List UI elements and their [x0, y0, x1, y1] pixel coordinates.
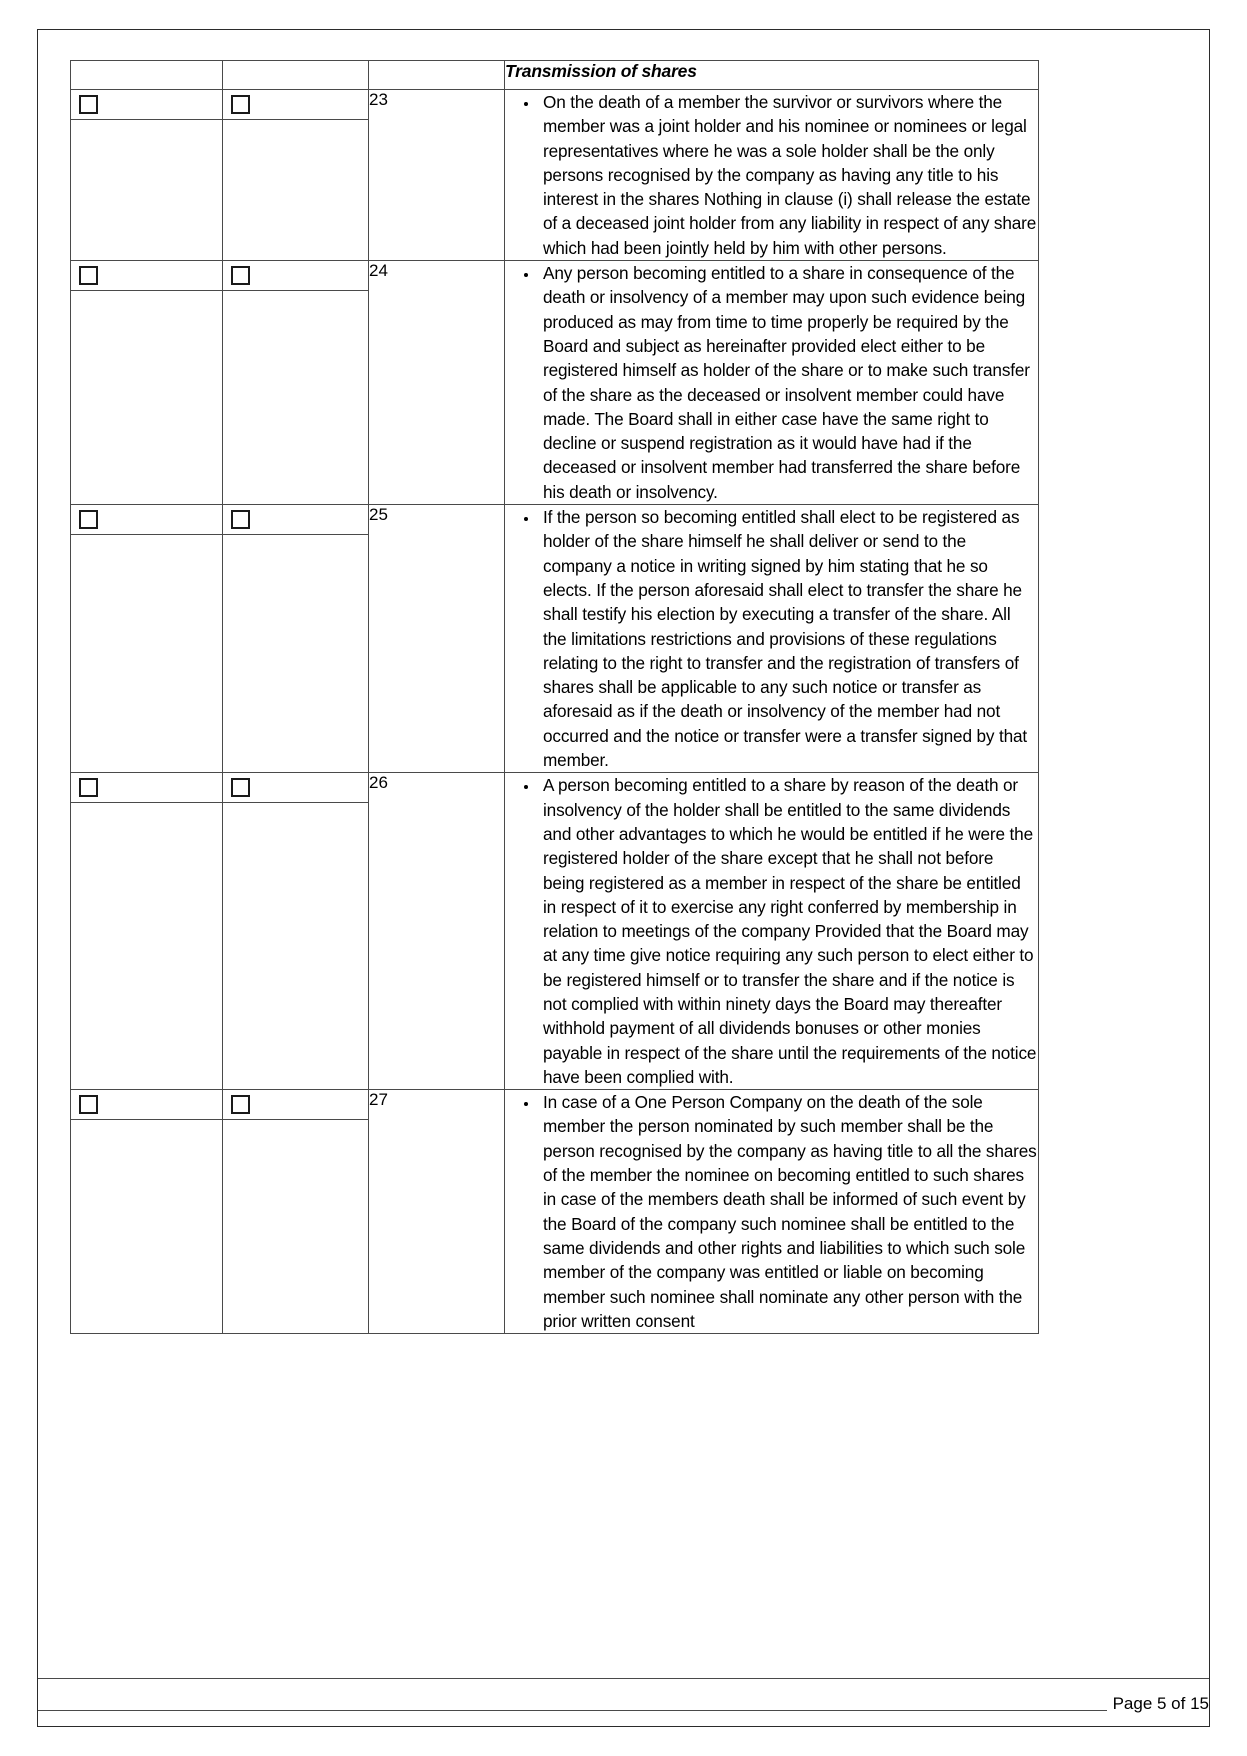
clause-list — [505, 773, 1038, 1089]
checkbox-cell-2 — [223, 1090, 369, 1334]
checkbox-cell-2 — [223, 505, 369, 773]
clause-text-cell — [505, 773, 1039, 1090]
checkbox-strip — [223, 505, 368, 535]
checkbox-cell-1 — [71, 261, 223, 505]
checkbox-cell-2 — [223, 773, 369, 1090]
checkbox-cell-1 — [71, 90, 223, 261]
checkbox-cell-2 — [223, 261, 369, 505]
checkbox-icon[interactable] — [231, 95, 250, 114]
header-cell-blank-3 — [369, 61, 505, 90]
table-header-row — [71, 61, 1039, 90]
table-row — [71, 505, 1039, 773]
checkbox-strip — [71, 1090, 222, 1120]
table-row — [71, 90, 1039, 261]
page-number-footer: Page 5 of 15 — [1107, 1694, 1209, 1714]
clause-number: 26 — [369, 773, 505, 1090]
checkbox-strip — [223, 1090, 368, 1120]
checkbox-strip — [223, 90, 368, 120]
table-row — [71, 1090, 1039, 1334]
checkbox-icon[interactable] — [231, 778, 250, 797]
clause-item: • A person becoming entitled to a share by reason of the death or insolvency of the holder shall be entitled to the same dividends and other advantages to which he would be entitled if he were the registered holder of the share except that he shall not before being registered as a member in respect of the share be entitled in respect of it to exercise any right conferred by membership in relation to meetings of the company Provided that the Board may at any time give notice requiring any such person to elect either to be registered himself or to transfer the share and if the notice is not complied with within ninety days the Board may thereafter withhold payment of all dividends bonuses or other monies payable in respect of the share until the requirements of the notice have been complied with. — [539, 773, 1038, 1089]
checkbox-strip — [223, 773, 368, 803]
clause-item: • In case of a One Person Company on the death of the sole member the person nominated by such member shall be the person recognised by the company as having title to all the shares of the member the nominee on becoming entitled to such shares in case of the members death shall be informed of such event by the Board of the company such nominee shall be entitled to the same dividends and other rights and liabilities to which such sole member of the company was entitled or liable on becoming member such nominee shall nominate any other person with the prior written consent — [539, 1090, 1038, 1333]
clause-text-cell — [505, 90, 1039, 261]
checkbox-strip — [71, 261, 222, 291]
clause-list — [505, 261, 1038, 504]
clause-text-cell — [505, 261, 1039, 505]
clause-number: 23 — [369, 90, 505, 261]
clause-number: 25 — [369, 505, 505, 773]
articles-table — [70, 60, 1039, 1334]
checkbox-icon[interactable] — [231, 1095, 250, 1114]
clause-text-cell — [505, 505, 1039, 773]
page-content — [70, 60, 1038, 1334]
checkbox-icon[interactable] — [79, 266, 98, 285]
clause-list — [505, 505, 1038, 772]
header-cell-blank-2 — [223, 61, 369, 90]
footer-divider-bottom — [38, 1710, 1209, 1711]
checkbox-icon[interactable] — [79, 95, 98, 114]
header-cell-blank-1 — [71, 61, 223, 90]
checkbox-strip — [71, 773, 222, 803]
clause-number: 27 — [369, 1090, 505, 1334]
section-heading: Transmission of shares — [505, 61, 1039, 90]
footer-divider-top — [38, 1678, 1209, 1679]
checkbox-cell-2 — [223, 90, 369, 261]
checkbox-cell-1 — [71, 773, 223, 1090]
checkbox-cell-1 — [71, 1090, 223, 1334]
checkbox-cell-1 — [71, 505, 223, 773]
clause-list — [505, 90, 1038, 260]
checkbox-strip — [71, 90, 222, 120]
clause-text-cell — [505, 1090, 1039, 1334]
checkbox-icon[interactable] — [231, 510, 250, 529]
checkbox-icon[interactable] — [231, 266, 250, 285]
checkbox-icon[interactable] — [79, 1095, 98, 1114]
clause-item: • If the person so becoming entitled shall elect to be registered as holder of the share himself he shall deliver or send to the company a notice in writing signed by him stating that he so elects. If the person aforesaid shall elect to transfer the share he shall testify his election by executing a transfer of the share. All the limitations restrictions and provisions of these regulations relating to the right to transfer and the registration of transfers of shares shall be applicable to any such notice or transfer as aforesaid as if the death or insolvency of the member had not occurred and the notice or transfer were a transfer signed by that member. — [539, 505, 1038, 772]
checkbox-strip — [223, 261, 368, 291]
checkbox-icon[interactable] — [79, 510, 98, 529]
table-row — [71, 773, 1039, 1090]
clause-number: 24 — [369, 261, 505, 505]
clause-item: • On the death of a member the survivor or survivors where the member was a joint holder and his nominee or nominees or legal representatives where he was a sole holder shall be the only persons recognised by the company as having any title to his interest in the shares Nothing in clause (i) shall release the estate of a deceased joint holder from any liability in respect of any share which had been jointly held by him with other persons. — [539, 90, 1038, 260]
checkbox-strip — [71, 505, 222, 535]
clause-list — [505, 1090, 1038, 1333]
clause-item: • Any person becoming entitled to a share in consequence of the death or insolvency of a member may upon such evidence being produced as may from time to time properly be required by the Board and subject as hereinafter provided elect either to be registered himself as holder of the share or to make such transfer of the share as the deceased or insolvent member could have made. The Board shall in either case have the same right to decline or suspend registration as it would have had if the deceased or insolvent member had transferred the share before his death or insolvency. — [539, 261, 1038, 504]
table-row — [71, 261, 1039, 505]
checkbox-icon[interactable] — [79, 778, 98, 797]
